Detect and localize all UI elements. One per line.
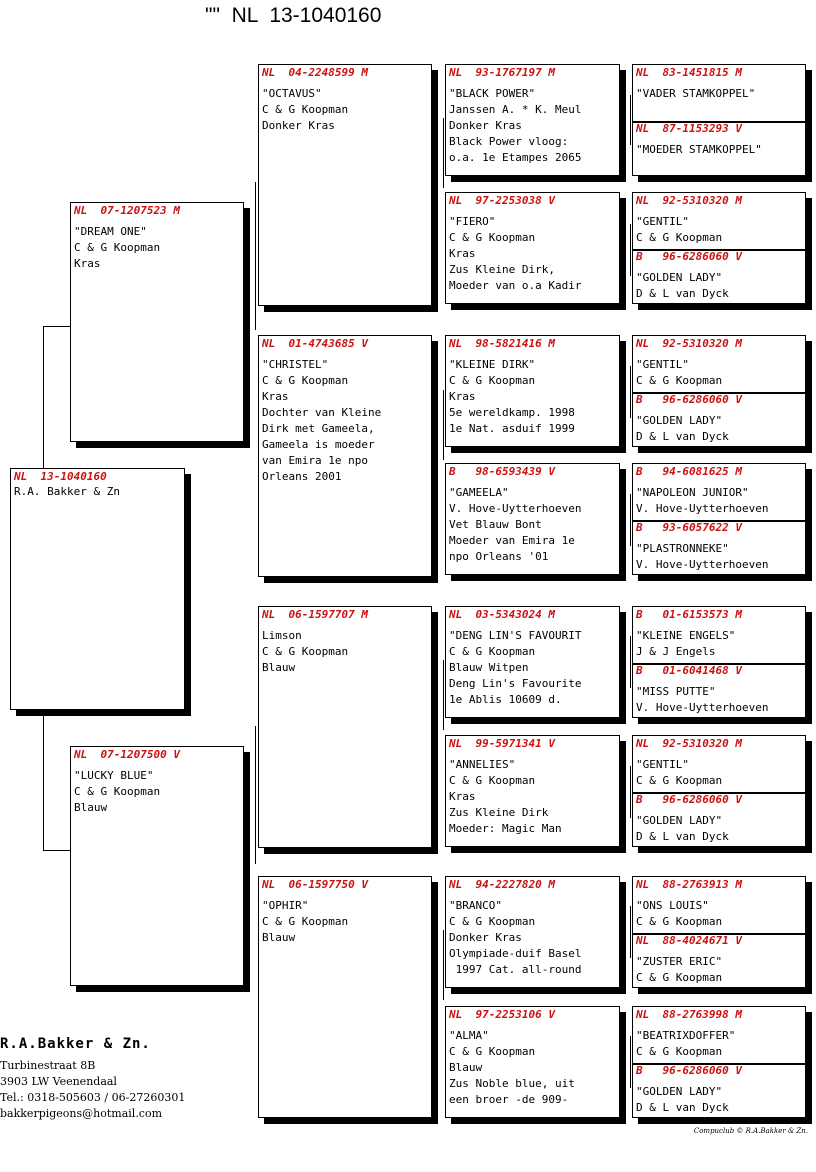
card-line: 5e wereldkamp. 1998 xyxy=(449,406,575,419)
card-line: Zus Kleine Dirk, xyxy=(449,263,555,276)
card-line: C & G Koopman xyxy=(636,774,723,787)
gen4-pair-card[interactable] xyxy=(632,463,806,575)
great-grandparent-card[interactable] xyxy=(445,876,620,988)
grandparent-card[interactable] xyxy=(258,335,432,577)
card-line: Kras xyxy=(262,390,289,403)
card-line: Limson xyxy=(262,629,302,642)
connector-line xyxy=(630,95,631,145)
card-line: "OPHIR" xyxy=(262,899,309,912)
grandparent-card[interactable] xyxy=(258,876,432,1118)
ring-number: B 96-6286060 V xyxy=(636,393,742,406)
card-line: "GENTIL" xyxy=(636,758,689,771)
card-line: een broer -de 909- xyxy=(449,1093,569,1106)
card-line: 1e Ablis 10609 d. xyxy=(449,693,562,706)
card-line: "GAMEELA" xyxy=(449,486,509,499)
ring-number: NL 97-2253106 V xyxy=(449,1008,555,1021)
ring-number: NL 88-2763913 M xyxy=(636,878,742,891)
card-line: Blauw xyxy=(74,801,108,814)
card-line: Moeder van o.a Kadir xyxy=(449,279,582,292)
ring-number: NL 97-2253038 V xyxy=(449,194,555,207)
great-grandparent-card[interactable] xyxy=(445,1006,620,1118)
ring-number: NL 87-1153293 V xyxy=(636,122,742,135)
connector-line xyxy=(43,712,44,850)
card-line: Blauw xyxy=(449,1061,483,1074)
pair-divider xyxy=(633,933,805,935)
ring-number: NL 99-5971341 V xyxy=(449,737,555,750)
card-line: 1e Nat. asduif 1999 xyxy=(449,422,575,435)
card-line: "MOEDER STAMKOPPEL" xyxy=(636,143,762,156)
card-line: C & G Koopman xyxy=(449,231,536,244)
card-line: Donker Kras xyxy=(449,931,522,944)
ring-number: NL 92-5310320 M xyxy=(636,337,742,350)
owner-name: R.A.Bakker & Zn. xyxy=(0,1036,151,1052)
card-line: R.A. Bakker & Zn xyxy=(14,485,120,498)
card-line: "LUCKY BLUE" xyxy=(74,769,154,782)
card-line: "GOLDEN LADY" xyxy=(636,414,723,427)
software-credit: Compuclub © R.A.Bakker & Zn. xyxy=(693,1127,808,1135)
card-line: "FIERO" xyxy=(449,215,496,228)
card-line: Moeder: Magic Man xyxy=(449,822,562,835)
gen4-pair-card[interactable] xyxy=(632,735,806,847)
card-line: "CHRISTEL" xyxy=(262,358,329,371)
card-line: C & G Koopman xyxy=(449,645,536,658)
connector-line xyxy=(43,326,44,468)
card-line: "DENG LIN'S FAVOURIT xyxy=(449,629,582,642)
card-line: C & G Koopman xyxy=(262,103,349,116)
great-grandparent-card[interactable] xyxy=(445,335,620,447)
card-line: Kras xyxy=(74,257,101,270)
ring-number: NL 94-2227820 M xyxy=(449,878,555,891)
card-line: "KLEINE ENGELS" xyxy=(636,629,736,642)
ring-number: B 98-6593439 V xyxy=(449,465,555,478)
card-line: D & L van Dyck xyxy=(636,830,729,843)
ring-number: NL 98-5821416 M xyxy=(449,337,555,350)
great-grandparent-card[interactable] xyxy=(445,463,620,575)
card-line: C & G Koopman xyxy=(449,915,536,928)
connector-line xyxy=(443,930,444,1000)
owner-email[interactable]: bakkerpigeons@hotmail.com xyxy=(0,1107,163,1120)
connector-line xyxy=(255,726,256,864)
card-line: van Emira 1e npo xyxy=(262,454,368,467)
ring-number: B 94-6081625 M xyxy=(636,465,742,478)
card-line: "GENTIL" xyxy=(636,215,689,228)
owner-postcode-city: 3903 LW Veenendaal xyxy=(0,1075,117,1088)
gen4-pair-card[interactable] xyxy=(632,192,806,304)
card-line: Black Power vloog: xyxy=(449,135,569,148)
card-line: "PLASTRONNEKE" xyxy=(636,542,729,555)
card-line: D & L van Dyck xyxy=(636,1101,729,1114)
ring-number: B 01-6153573 M xyxy=(636,608,742,621)
ring-number: NL 93-1767197 M xyxy=(449,66,555,79)
connector-line xyxy=(443,390,444,460)
connector-line xyxy=(630,906,631,958)
pair-divider xyxy=(633,792,805,794)
connector-line xyxy=(630,1036,631,1088)
card-line: J & J Engels xyxy=(636,645,716,658)
card-line: Dochter van Kleine xyxy=(262,406,382,419)
card-line: Blauw xyxy=(262,931,296,944)
card-line: "BEATRIXDOFFER" xyxy=(636,1029,736,1042)
card-line: 1997 Cat. all-round xyxy=(449,963,582,976)
card-line: "ALMA" xyxy=(449,1029,489,1042)
connector-line xyxy=(443,660,444,730)
ring-number: B 93-6057622 V xyxy=(636,521,742,534)
card-line: Donker Kras xyxy=(262,119,335,132)
pair-divider xyxy=(633,392,805,394)
card-line: "GOLDEN LADY" xyxy=(636,1085,723,1098)
card-line: D & L van Dyck xyxy=(636,430,729,443)
card-line: "ANNELIES" xyxy=(449,758,516,771)
card-line: Deng Lin's Favourite xyxy=(449,677,582,690)
ring-number: NL 92-5310320 M xyxy=(636,737,742,750)
card-line: "BLACK POWER" xyxy=(449,87,536,100)
card-line: V. Hove-Uytterhoeven xyxy=(636,502,769,515)
card-line: Kras xyxy=(449,390,476,403)
card-line: Blauw xyxy=(262,661,296,674)
pair-divider xyxy=(633,249,805,251)
connector-line xyxy=(630,366,631,418)
card-line: C & G Koopman xyxy=(262,645,349,658)
card-line: C & G Koopman xyxy=(636,971,723,984)
card-line: "GOLDEN LADY" xyxy=(636,271,723,284)
connector-line xyxy=(630,494,631,546)
great-grandparent-card[interactable] xyxy=(445,606,620,718)
owner-contact-block xyxy=(0,1034,185,1122)
ring-number: NL 83-1451815 M xyxy=(636,66,742,79)
great-grandparent-card[interactable] xyxy=(445,64,620,176)
ring-number: NL 13-1040160 xyxy=(14,470,107,483)
card-line: "KLEINE DIRK" xyxy=(449,358,536,371)
card-line: "ONS LOUIS" xyxy=(636,899,709,912)
pair-divider xyxy=(633,1063,805,1065)
card-line: "MISS PUTTE" xyxy=(636,685,716,698)
card-line: V. Hove-Uytterhoeven xyxy=(449,502,582,515)
card-line: Donker Kras xyxy=(449,119,522,132)
ring-number: NL 06-1597750 V xyxy=(262,878,368,891)
connector-line xyxy=(630,224,631,276)
card-line: D & L van Dyck xyxy=(636,287,729,300)
gen4-pair-card[interactable] xyxy=(632,876,806,988)
card-line: "GENTIL" xyxy=(636,358,689,371)
ring-number: NL 88-2763998 M xyxy=(636,1008,742,1021)
ring-number: B 96-6286060 V xyxy=(636,1064,742,1077)
gen4-pair-card[interactable] xyxy=(632,335,806,447)
card-line: npo Orleans '01 xyxy=(449,550,549,563)
ring-number: NL 07-1207523 M xyxy=(74,204,180,217)
card-line: Moeder van Emira 1e xyxy=(449,534,575,547)
card-line: C & G Koopman xyxy=(449,1045,536,1058)
card-line: "DREAM ONE" xyxy=(74,225,147,238)
parent-card[interactable] xyxy=(70,746,244,986)
parent-card[interactable] xyxy=(70,202,244,442)
card-line: C & G Koopman xyxy=(636,1045,723,1058)
card-line: Janssen A. * K. Meul xyxy=(449,103,582,116)
gen4-pair-card[interactable] xyxy=(632,606,806,718)
card-line: Orleans 2001 xyxy=(262,470,342,483)
card-line: V. Hove-Uytterhoeven xyxy=(636,701,769,714)
card-line: C & G Koopman xyxy=(262,374,349,387)
card-line: "GOLDEN LADY" xyxy=(636,814,723,827)
card-line: Olympiade-duif Basel xyxy=(449,947,582,960)
card-line: o.a. 1e Etampes 2065 xyxy=(449,151,582,164)
ring-number: NL 01-4743685 V xyxy=(262,337,368,350)
card-line: Blauw Witpen xyxy=(449,661,529,674)
card-line: C & G Koopman xyxy=(449,774,536,787)
great-grandparent-card[interactable] xyxy=(445,735,620,847)
pair-divider xyxy=(633,121,805,123)
card-line: "OCTAVUS" xyxy=(262,87,322,100)
owner-address: Turbinestraat 8B xyxy=(0,1059,96,1072)
ring-number: NL 06-1597707 M xyxy=(262,608,368,621)
card-line: Gameela is moeder xyxy=(262,438,375,451)
card-line: C & G Koopman xyxy=(636,374,723,387)
ring-number: B 96-6286060 V xyxy=(636,250,742,263)
ring-number: B 01-6041468 V xyxy=(636,664,742,677)
great-grandparent-card[interactable] xyxy=(445,192,620,304)
connector-line xyxy=(443,118,444,188)
card-line: V. Hove-Uytterhoeven xyxy=(636,558,769,571)
card-line: Kras xyxy=(449,247,476,260)
owner-phone: Tel.: 0318-505603 / 06-27260301 xyxy=(0,1091,186,1104)
ring-number: NL 92-5310320 M xyxy=(636,194,742,207)
card-line: Kras xyxy=(449,790,476,803)
ring-number: NL 04-2248599 M xyxy=(262,66,368,79)
card-line: "NAPOLEON JUNIOR" xyxy=(636,486,749,499)
pair-divider xyxy=(633,520,805,522)
grandparent-card[interactable] xyxy=(258,64,432,306)
grandparent-card[interactable] xyxy=(258,606,432,848)
card-line: "BRANCO" xyxy=(449,899,502,912)
subject-card[interactable] xyxy=(10,468,185,710)
card-line: C & G Koopman xyxy=(636,915,723,928)
card-line: C & G Koopman xyxy=(74,785,161,798)
page-title: "" NL 13-1040160 xyxy=(205,4,382,27)
card-line: C & G Koopman xyxy=(262,915,349,928)
ring-number: NL 07-1207500 V xyxy=(74,748,180,761)
card-line: C & G Koopman xyxy=(74,241,161,254)
card-line: "ZUSTER ERIC" xyxy=(636,955,723,968)
card-line: Dirk met Gameela, xyxy=(262,422,375,435)
pair-divider xyxy=(633,663,805,665)
gen4-pair-card[interactable] xyxy=(632,64,806,176)
card-line: C & G Koopman xyxy=(449,374,536,387)
card-line: Zus Noble blue, uit xyxy=(449,1077,575,1090)
connector-line xyxy=(43,850,71,851)
ring-number: B 96-6286060 V xyxy=(636,793,742,806)
connector-line xyxy=(630,636,631,688)
ring-number: NL 88-4024671 V xyxy=(636,934,742,947)
connector-line xyxy=(43,326,71,327)
gen4-pair-card[interactable] xyxy=(632,1006,806,1118)
card-line: "VADER STAMKOPPEL" xyxy=(636,87,756,100)
connector-line xyxy=(255,182,256,330)
card-line: C & G Koopman xyxy=(636,231,723,244)
card-line: Vet Blauw Bont xyxy=(449,518,542,531)
connector-line xyxy=(630,766,631,818)
card-line: Zus Kleine Dirk xyxy=(449,806,549,819)
ring-number: NL 03-5343024 M xyxy=(449,608,555,621)
